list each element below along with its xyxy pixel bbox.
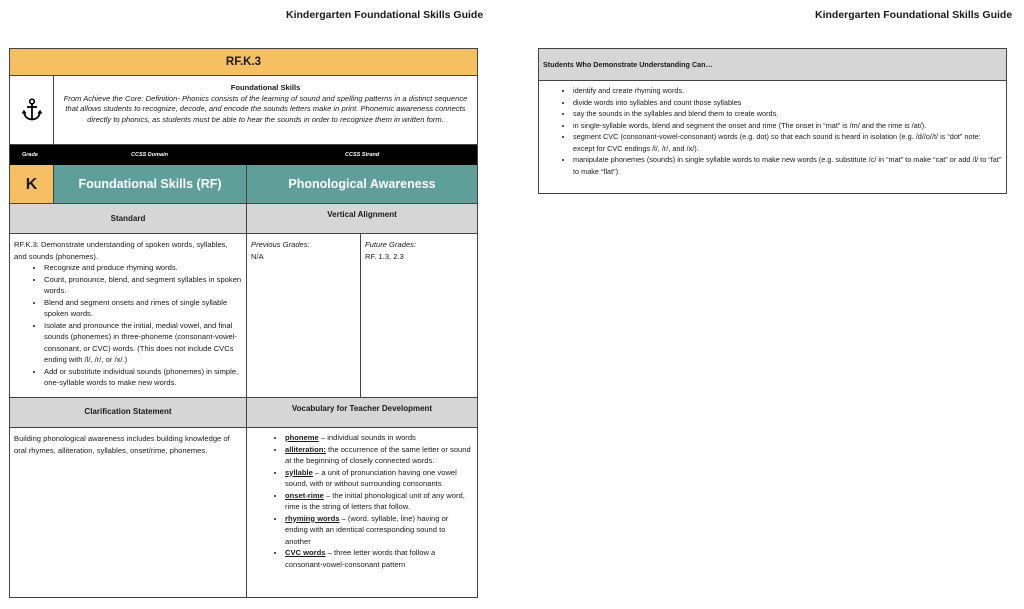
- anchor-icon: [22, 98, 42, 122]
- definition-row: [10, 76, 477, 145]
- list-item: • Recognize and produce rhyming words.: [44, 262, 242, 274]
- vocabulary-definition: – three letter words that follow a consonant-vowel-consonant pattern: [285, 548, 436, 569]
- future-grades-value: RF. 1.3, 2.3: [365, 251, 404, 261]
- label-bar: [10, 145, 477, 165]
- previous-grades-value: N/A: [251, 251, 264, 261]
- vocabulary-item: [285, 490, 473, 513]
- vocabulary-term: alliteration:: [285, 444, 326, 454]
- definition-text: [54, 83, 477, 125]
- definition-title: Foundational Skills: [230, 83, 301, 92]
- standard-content-row: [10, 234, 477, 398]
- list-item: • divide words into syllables and count those syllables: [573, 97, 1002, 109]
- list-item: • Isolate and pronounce the initial, medial vowel, and final sounds (phonemes) in three-phoneme (consonant-vowel-consonant, or CVC) words. (This does not include CVCs ending with /l/, /r/, or /x/.): [44, 320, 242, 366]
- strand-label: CCSS Strand: [345, 152, 380, 158]
- definition-body: From Achieve the Core: Definition- Phonics consists of the learning of sound and spelling patterns in a distinct sequence that allows students to recognize, decode, and encode the sounds letters make in print. Phonemic awareness connects directly to phonics, as students must be able to hear the sounds in order to recognize them in written form.: [63, 93, 468, 124]
- standard-header-row: [10, 204, 477, 234]
- standard-intro: RF.K.3: Demonstrate understanding of spoken words, syllables, and sounds (phonemes).: [14, 240, 228, 261]
- vocabulary-item: [285, 513, 473, 548]
- standard-table: [9, 48, 478, 598]
- grade-label: Grade: [22, 152, 38, 158]
- vocabulary-item: [285, 444, 473, 467]
- grade-value: K: [10, 165, 54, 203]
- vocabulary-item: [285, 432, 473, 444]
- anchor-cell: [10, 76, 54, 144]
- understanding-table: [538, 48, 1007, 194]
- vocabulary-item: [285, 547, 473, 570]
- standard-list: [14, 262, 242, 389]
- standard-heading: Standard: [10, 204, 247, 233]
- future-grades-cell: [361, 234, 477, 397]
- standard-cell: [10, 234, 247, 397]
- vertical-alignment-heading: Vertical Alignment: [327, 210, 397, 219]
- skill-row: [10, 165, 477, 204]
- vocabulary-definition: – individual sounds in words: [318, 433, 416, 442]
- list-item: • say the sounds in the syllables and blend them to create words.: [573, 108, 1002, 120]
- vocabulary-list: [251, 432, 473, 570]
- standard-code-title: RF.K.3: [10, 49, 477, 76]
- list-item: • Count, pronounce, blend, and segment syllables in spoken words.: [44, 274, 242, 297]
- vocabulary-item: [285, 467, 473, 490]
- previous-grades-label: Previous Grades:: [251, 240, 310, 249]
- page-header-left: Kindergarten Foundational Skills Guide: [286, 9, 484, 21]
- understanding-heading: Students Who Demonstrate Understanding Can…: [539, 49, 1006, 81]
- list-item: • identify and create rhyming words.: [573, 85, 1002, 97]
- vocabulary-definition: – the initial phonological unit of any word, rime is the string of letters that follow.: [285, 490, 465, 511]
- strand-value: Phonological Awareness: [247, 165, 477, 203]
- clarification-cell: Building phonological awareness includes building knowledge of oral rhymes, alliteration, syllables, onset/rime, phonemes.: [10, 428, 247, 597]
- clarification-content-row: [10, 428, 477, 597]
- domain-value: Foundational Skills (RF): [54, 165, 247, 203]
- list-item: • Blend and segment onsets and rimes of single syllable spoken words.: [44, 297, 242, 320]
- vocabulary-definition: the occurrence of the same letter or sound at the beginning of closely connected words.: [285, 444, 471, 465]
- understanding-body: [539, 81, 1006, 177]
- vocabulary-term: syllable: [285, 467, 313, 477]
- future-grades-label: Future Grades:: [365, 240, 417, 249]
- vocabulary-definition: – (word, syllable, line) having or ending with an identical corresponding sound to another: [285, 513, 449, 546]
- clarification-heading: Clarification Statement: [10, 398, 247, 427]
- list-item: • segment CVC (consonant-vowel-consonant) words (e.g. dot) so that each sound is heard in isolation (e.g. /d//o//t/ is “dot” note: except for CVC endings /l/, /r/, and /x/).: [573, 131, 1002, 154]
- vocabulary-term: rhyming words: [285, 513, 340, 523]
- vocabulary-heading: Vocabulary for Teacher Development: [291, 404, 433, 413]
- page-header-right: Kindergarten Foundational Skills Guide: [815, 9, 1013, 21]
- list-item: • in single-syllable words, blend and segment the onset and rime (The onset in “mat” is /m/ and the rime is /at/).: [573, 120, 1002, 132]
- vocabulary-term: CVC words: [285, 548, 326, 557]
- understanding-list: [543, 85, 1002, 177]
- previous-grades-cell: [247, 234, 361, 397]
- clarification-header-row: [10, 398, 477, 428]
- list-item: • manipulate phonemes (sounds) in single syllable words to make new words (e.g. substitute /c/ in “mat” to make “cat” or add /l/ to “fat” to make “flat”).: [573, 154, 1002, 177]
- vocabulary-term: onset-rime: [285, 490, 324, 500]
- list-item: • Add or substitute individual sounds (phonemes) in simple, one-syllable words to make new words.: [44, 366, 242, 389]
- vocabulary-cell: [247, 428, 477, 597]
- vocabulary-term: phoneme: [285, 433, 319, 442]
- domain-label: CCSS Domain: [131, 152, 168, 158]
- vocabulary-definition: – a unit of pronunciation having one vowel sound, with or without surrounding consonants: [285, 467, 457, 488]
